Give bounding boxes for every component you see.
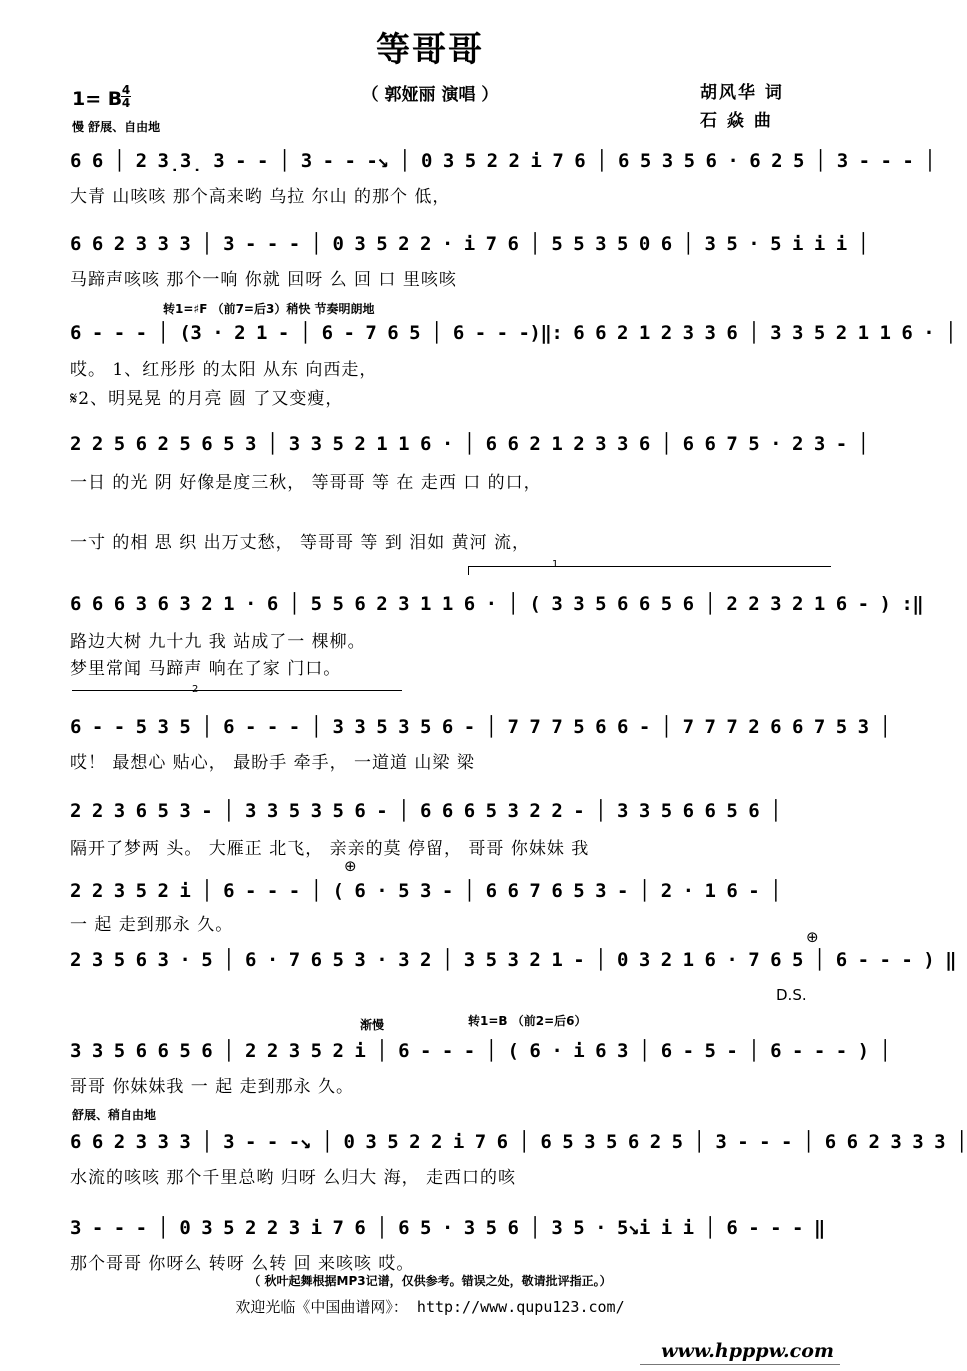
notation-row: 3 3 5 6 6 5 6 │ 2 2 3 5 2 i │ 6 - - - │ ( 6 · i 6 3 │ 6 - 5 - │ 6 - - - ) │ [70, 1040, 891, 1062]
lyric-line: 马蹄声咳咳 那个一响 你就 回呀 么 回 口 里咳咳 [70, 270, 457, 290]
tempo-marking: 慢 舒展、自由地 [72, 120, 161, 134]
dal-segno-marking: D.S. [776, 986, 807, 1004]
lyric-line: 隔开了梦两 头。 大雁正 北飞， 亲亲的莫 停留， 哥哥 你妹妹 我 [70, 839, 590, 859]
modulation-marking: 转1=♯F （前7=后3）稍快 节奏明朗地 [163, 302, 375, 316]
lyric-line: 一 起 走到那永 久。 [70, 915, 234, 935]
lyric-line: 梦里常闻 马蹄声 响在了家 门口。 [70, 659, 342, 679]
tempo-marking-2: 舒展、稍自由地 [72, 1108, 157, 1122]
notation-row: 2 3 5 6 3 · 5 │ 6 · 7 6 5 3 · 3 2 │ 3 5 3 2 1 - │ 0 3 2 1 6 · 7 6 5 │ 6 - - - ) ‖ [70, 949, 957, 971]
slower-marking: 渐慢 [360, 1018, 385, 1032]
notation-row: 6 - - 5 3 5 │ 6 - - - │ 3 3 5 3 5 6 - │ 7 7 7 5 6 6 - │ 7 7 7 2 6 6 7 5 3 │ [70, 716, 891, 738]
notation-row: 2 2 3 5 2 i │ 6 - - - │ ( 6 · 5 3 - │ 6 6 7 6 5 3 - │ 2 · 1 6 - │ [70, 880, 782, 902]
lyric-line: 水流的咳咳 那个千里总哟 归呀 么归大 海， 走西口的咳 [70, 1168, 517, 1188]
key-signature: 1= B [72, 88, 123, 110]
lyric-line: 那个哥哥 你呀么 转呀 么转 回 来咳咳 哎。 [70, 1254, 415, 1274]
composer-credit: 石 焱 曲 [700, 111, 773, 131]
notation-row: 6 6 2 3 3 3 │ 3 - - - │ 0 3 5 2 2 · i 7 6 │ 5 5 3 5 0 6 │ 3 5 · 5 i i i │ [70, 233, 869, 255]
watermark: www.hpppw.com [661, 1340, 834, 1362]
notation-row: 6 6 6 3 6 3 2 1 · 6 │ 5 5 6 2 3 1 1 6 · │ ( 3 3 5 6 6 5 6 │ 2 2 3 2 1 6 - ) :‖ [70, 593, 924, 615]
volta-bracket-2 [72, 690, 402, 699]
transcription-note: （ 秋叶起舞根据MP3记谱，仅供参考。错误之处，敬请批评指正。） [248, 1274, 612, 1288]
coda-sign: ⊕ [344, 857, 357, 875]
volta-number-2: 2 [192, 684, 199, 695]
lyricist-credit: 胡风华 词 [700, 83, 784, 103]
notation-row: 3 - - - │ 0 3 5 2 2 3 i 7 6 │ 6 5 · 3 5 6 │ 3 5 · 5↘i i i │ 6 - - - ‖ [70, 1217, 825, 1239]
welcome-link[interactable]: 欢迎光临《中国曲谱网》： http://www.qupu123.com/ [235, 1298, 625, 1316]
lyric-line: 大青 山咳咳 那个高来哟 乌拉 尔山 的那个 低， [70, 187, 451, 207]
singer-credit: （ 郭娅丽 演唱 ） [361, 85, 499, 105]
notation-row: 2 2 5 6 2 5 6 5 3 │ 3 3 5 2 1 1 6 · │ 6 6 2 1 2 3 3 6 │ 6 6 7 5 · 2 3 - │ [70, 433, 869, 455]
notation-row: 6 6 │ 2 3̣3̣ 3 - - │ 3 - - -↘ │ 0 3 5 2 2 i 7 6 │ 6 5 3 5 6 · 6 2 5 │ 3 - - - │ [70, 150, 936, 172]
notation-row: 2 2 3 6 5 3 - │ 3 3 5 3 5 6 - │ 6 6 6 5 3 2 2 - │ 3 3 5 6 6 5 6 │ [70, 800, 782, 822]
lyric-line: 𝄋2、明晃晃 的月亮 圆 了又变瘦， [70, 389, 344, 409]
time-signature-bottom: 4 [121, 96, 131, 110]
coda-sign-end: ⊕ [806, 928, 819, 946]
notation-row: 6 6 2 3 3 3 │ 3 - - -↘ │ 0 3 5 2 2 i 7 6 │ 6 5 3 5 6 2 5 │ 3 - - - │ 6 6 2 3 3 3 │ [70, 1131, 967, 1153]
notation-row: 6 - - - │ (3 · 2 1 - │ 6 - 7 6 5 │ 6 - - -)‖: 6 6 2 1 2 3 3 6 │ 3 3 5 2 1 1 6 · │ [70, 322, 957, 344]
page-title: 等哥哥 [376, 30, 484, 70]
lyric-line: 一日 的光 阴 好像是度三秋， 等哥哥 等 在 走西 口 的口， [70, 473, 542, 493]
volta-number-1: 1 [552, 559, 559, 570]
lyric-line: 哎！ 最想心 贴心， 最盼手 牵手， 一道道 山梁 梁 [70, 753, 475, 773]
lyric-line: 一寸 的相 思 织 出万丈愁， 等哥哥 等 到 泪如 黄河 流， [70, 533, 531, 553]
volta-bracket-1 [468, 566, 831, 575]
time-signature [121, 84, 131, 109]
lyric-line: 路边大树 九十九 我 站成了一 棵柳。 [70, 632, 366, 652]
time-signature-top: 4 [121, 83, 131, 97]
lyric-line: 哥哥 你妹妹我 一 起 走到那永 久。 [70, 1077, 355, 1097]
lyric-line: 哎。 1、红彤彤 的太阳 从东 向西走， [70, 360, 378, 380]
modulation-marking-2: 转1=B （前2=后6） [468, 1014, 587, 1028]
